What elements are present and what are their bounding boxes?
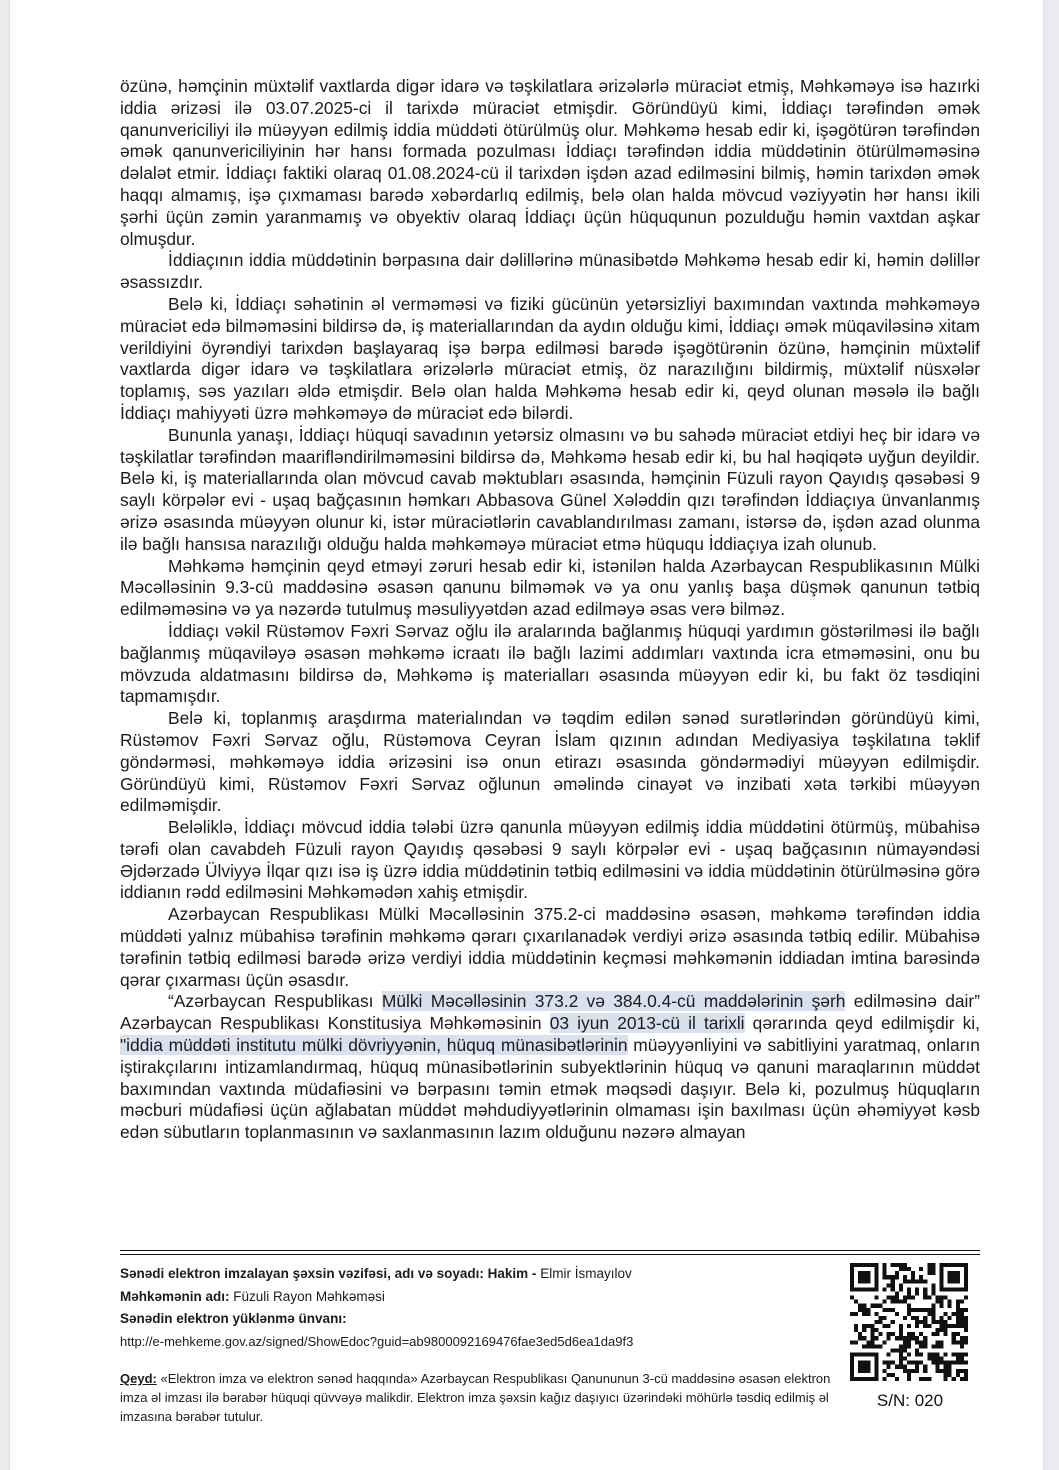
text-segment: müəyyənliyini və sabitliyini yaratmaq, onların iştirakçılarını intizamlandırmaq, hüquq münasibətlərinin subyektlərinin hüquq və qanuni maraqlarının müddət baxımından vaxtında müdafiəsini və bərpasını təmin etmək məqsədi daşıyır. Belə ki, pozulmuş hüquqların məcburi müdafiəsi üçün ağlabatan müddət məhdudiyyətlərinin olmaması işin baxılması üçün əhəmiyyət kəsb edən sübutların toplanmasının və saxlanmasının lazım olduğunu nəzərə almayan [120,1035,980,1143]
paragraph: Məhkəmə həmçinin qeyd etməyi zəruri hesab edir ki, istənilən halda Azərbaycan Respublikasının Mülki Məcəlləsinin 9.3-cü maddəsinə əsasən qanunu bilməmək və ya onu yanlış başa düşmək qanunun tətbiq edilməməsinə və ya nəzərdə tutulmuş məsuliyyətdən azad edilməyə əsas verə bilməz. [120,555,980,620]
highlighted-text: Mülki Məcəlləsinin 373.2 və 384.0.4-cü maddələrinin şərh [381,991,846,1012]
highlighted-text: "iddia müddəti institutu mülki dövriyyənin, hüquq münasibətlərinin [120,1035,628,1056]
verification-block [850,1263,970,1426]
text-segment: “Azərbaycan Respublikası [168,991,382,1012]
note-label: Qeyd: [120,1371,157,1386]
viewer-left-gutter [0,0,10,1470]
signer-row [120,1263,832,1286]
paragraph: Bununla yanaşı, İddiaçı hüquqi savadının yetərsiz olmasını və bu sahədə müraciət etdiyi heç bir idarə və təşkilatlar tərəfindən maarifləndirilməməsini bildirsə də, Məhkəmə hesab edir ki, bu hal həqiqətə uyğun deyildir. Belə ki, iş materiallarında olan mövcud cavab məktubları əsasında, həmçinin Füzuli rayon Qayıdış qəsəbəsi 9 saylı körpələr evi - uşaq bağçasının həmkarı Abbasova Günel Xələddin qızı tərəfindən İddiaçıya ünvanlanmış ərizə əsasında müəyyən olunur ki, istər müraciətlərin cavablandırılması zamanı, istərsə də, işdən azad olunma ilə bağlı hansısa narazılığı olduğu halda məhkəməyə müraciət etmə hüququ İddiaçıya izah olunub. [120,424,980,554]
document-body [120,76,980,1144]
paragraph: İddiaçının iddia müddətinin bərpasına dair dəlillərinə münasibətdə Məhkəmə hesab edir ki, həmin dəlillər əsassızdır. [120,250,980,293]
footer-divider [120,1250,980,1255]
legal-note [120,1369,832,1426]
text-segment: qərarında qeyd edilmişdir ki, [744,1013,980,1034]
court-row [120,1286,832,1309]
court-label: Məhkəmənin adı: [120,1288,230,1304]
paragraph: Beləliklə, İddiaçı mövcud iddia tələbi üzrə qanunla müəyyən edilmiş iddia müddətini ötürmüş, mübahisə tərəfi olan cavabdeh Füzuli rayon Qayıdış qəsəbəsi 9 saylı körpələr evi - uşaq bağçasının nümayəndəsi Əjdərzadə Ülviyyə İlqar qızı isə iş üzrə iddia müddətinin tətbiq edilməsini və iddia müddətinin ötürülməsinə görə iddianın rədd edilməsini Məhkəmədən xahiş etmişdir. [120,817,980,903]
qr-code-icon [850,1263,968,1381]
download-url: http://e-mehkeme.gov.az/signed/ShowEdoc?guid=ab9800092169476fae3ed5d6ea1da9f3 [120,1333,634,1349]
paragraph: Azərbaycan Respublikası Mülki Məcəlləsinin 375.2-ci maddəsinə əsasən, məhkəmə tərəfindən iddia müddəti yalnız mübahisə tərəfinin məhkəmə qərarı çıxarılanadək verdiyi ərizə əsasında tətbiq edilir. Mübahisə tərəfinin tətbiq edilməsi barədə ərizə verdiyi iddia müddətinin keçməsi məhkəmənin iddiadan imtina barəsində qərar çıxarması üçün əsasdır. [120,904,980,990]
signer-label: Sənədi elektron imzalayan şəxsin vəzifəsi, adı və soyadı: Hakim - [120,1266,537,1281]
text-segment: edilməsinə dair” Azərbaycan Respublikası Konstitusiya Məhkəməsinin [120,991,980,1034]
download-url-label: Sənədin elektron yüklənmə ünvanı: [120,1311,347,1326]
viewer-right-gutter [1043,0,1059,1470]
court-name: Füzuli Rayon Məhkəməsi [233,1288,385,1304]
document-footer [120,1250,980,1426]
quoted-paragraph [120,991,980,1144]
signer-name: Elmir İsmayılov [540,1266,632,1281]
highlighted-text: 03 iyun 2013-cü il tarixli [549,1013,745,1034]
document-page [10,0,1043,1470]
paragraph: İddiaçı vəkil Rüstəmov Fəxri Sərvaz oğlu ilə aralarında bağlanmış hüquqi yardımın göstərilməsi ilə bağlı bağlanmış müqaviləyə əsasən məhkəmə icraatı ilə bağlı lazimi addımları vaxtında icra etməməsini, onu bu mövzuda aldatmasını bildirsə də, Məhkəmə iş materialları əsasında müəyyən edir ki, bu fakt öz təsdiqini tapmamışdır. [120,620,980,707]
note-text: «Elektron imza və elektron sənəd haqqında» Azərbaycan Respublikası Qanununun 3-cü maddəsinə əsasən elektron imza əl imzası ilə bərabər hüquqi qüvvəyə malikdir. Elektron imza şəxsin kağız daşıyıcı üzərindəki möhürlə təsdiq edilmiş əl imzasına bərabər tutulur. [120,1371,831,1424]
signature-block [120,1263,832,1426]
paragraph: Belə ki, toplanmış araşdırma materialından və təqdim edilən sənəd surətlərindən göründüyü kimi, Rüstəmov Fəxri Sərvaz oğlu, Rüstəmova Ceyran İslam qızının adından Mediyasiya təşkilatına təklif göndərməsi, məhkəməyə iddia ərizəsini isə onun etirazı əsasında göndərmədiyi müəyyən edilmişdir. Göründüyü kimi, Rüstəmov Fəxri Sərvaz oğlunun əməlində cinayət və inzibati xəta tərkibi müəyyən edilməmişdir. [120,708,980,816]
paragraph: Belə ki, İddiaçı səhətinin əl verməməsi və fiziki gücünün yetərsizliyi baxımından vaxtında məhkəməyə müraciət edə bilməməsini bildirsə də, iş materiallarından da aydın olduğu kimi, İddiaçı əmək müqaviləsinə xitam verildiyini öyrəndiyi tarixdən başlayaraq işə bərpa edilməsi barədə işəgötürənin özünə, həmçinin müxtəlif vaxtlarda digər idarə və təşkilatlara ərizələrlə müraciət etmiş, öz narazılığını bildirmiş, müxtəlif nüsxələr toplamış, səs yazıları əldə etmişdir. Belə olan halda Məhkəmə hesab edir ki, qeyd olunan məsələ ilə bağlı İddiaçı mahiyyəti üzrə məhkəməyə də müraciət edə bilərdi. [120,293,980,423]
serial-number: S/N: 020 [876,1391,944,1410]
paragraph: özünə, həmçinin müxtəlif vaxtlarda digər idarə və təşkilatlara ərizələrlə müraciət etmiş, Məhkəməyə isə hazırki iddia ərizəsi ilə 03.07.2025-ci il tarixdə müraciət etmişdir. Göründüyü kimi, İddiaçı tərəfindən əmək qanunvericiliyi ilə müəyyən edilmiş iddia müddəti ötürülmüş olur. Məhkəmə hesab edir ki, işəgötürən tərəfindən əmək qanunvericiliyinin hər hansı formada pozulması İddiaçı tərəfindən iddia müddətinin ötürülməməsinə dəlalət etmir. İddiaçı faktiki olaraq 01.08.2024-cü il tarixdən işdən azad edilməsini bilmiş, həmin tarixdən əmək haqqı almamış, işə çıxmaması barədə xəbərdarlıq edilmiş, belə olan halda mövcud vəziyyətin hər hansı ikili şərhi üçün zəmin yaranmamış və obyektiv olaraq İddiaçı üçün hüququnun pozulduğu həmin vaxtdan aşkar olmuşdur. [120,76,980,249]
